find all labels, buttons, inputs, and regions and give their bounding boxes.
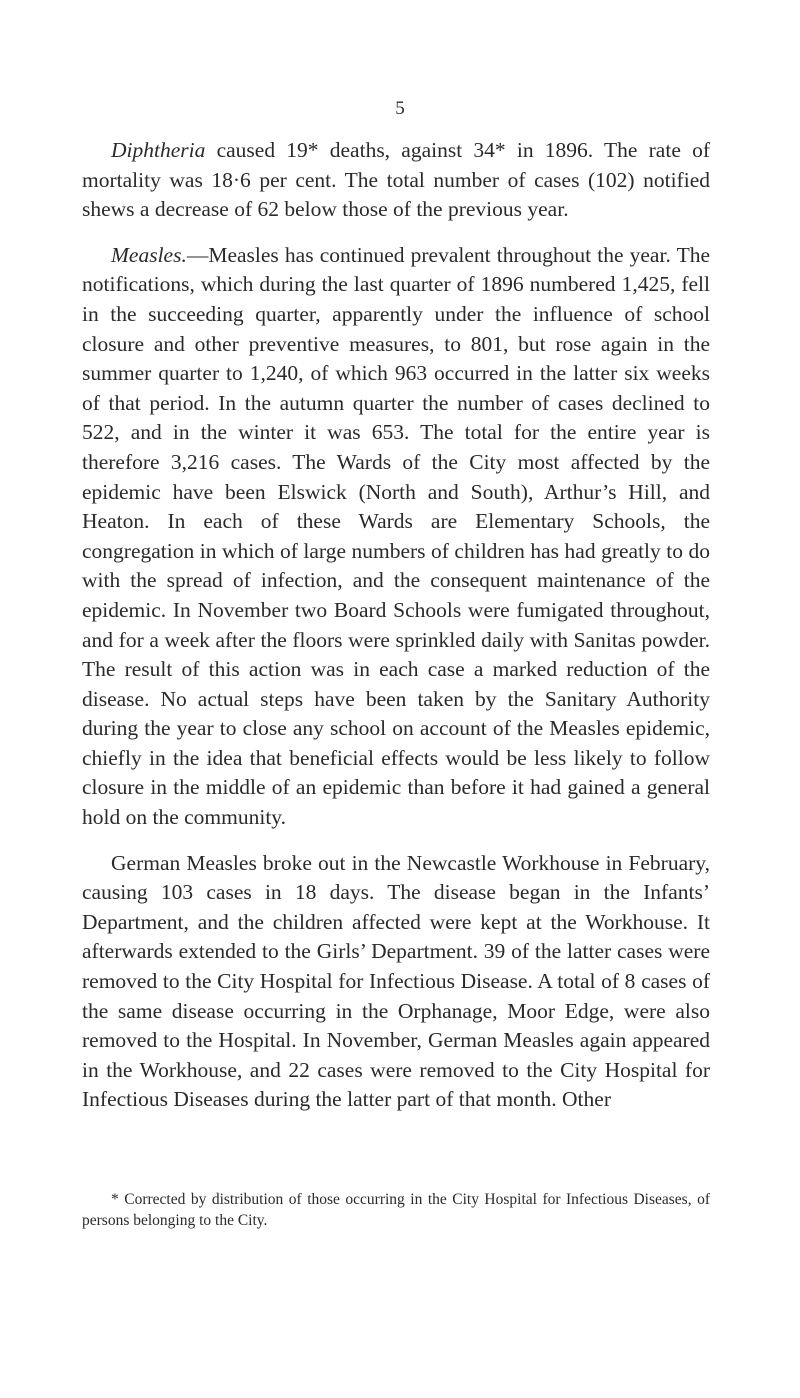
diphtheria-text: caused 19* deaths, against 34* in 1896. The rate of mortality was 18·6 per cent. The total number of cases (102) notified shews a decrease of 62 below those of the previous year.: [82, 138, 710, 222]
footnote: * Corrected by distribution of those occurring in the City Hospital for Infectious Diseases, of persons belonging to the City.: [82, 1191, 710, 1229]
diphtheria-heading: Diphtheria: [111, 138, 206, 162]
page-number: 5: [395, 98, 405, 119]
measles-heading: Measles.: [111, 242, 187, 267]
measles-text: —Measles has continued prevalent throughout the year. The notifications, which during the last quarter of 1896 numbered 1,425, fell in the succeeding quarter, apparently under the influence of school closure and other preventive measures, to 801, but rose again in the summer quarter to 1,240, of which 963 occurred in the latter six weeks of that period. In the autumn quarter the number of cases declined to 522, and in the winter it was 653. The total for the entire year is therefore 3,216 cases. The Wards of the City most affected by the epidemic have been Elswick (North and South), Arthur’s Hill, and Heaton. In each of these Wards are Elementary Schools, the congregation in which of large numbers of children has had greatly to do with the spread of infection, and the consequent maintenance of the epidemic. In November two Board Schools were fumigated throughout, and for a week after the floors were sprinkled daily with Sanitas powder. The result of this action was in each case a marked reduction of the disease. No actual steps have been taken by the Sanitary Authority during the year to close any school on account of the Measles epidemic, chiefly in the idea that beneficial effects would be less likely to follow closure in the middle of an epidemic than before it had gained a general hold on the community.: [82, 242, 710, 830]
german-measles-paragraph: German Measles broke out in the Newcastle Workhouse in February, causing 103 cases in 18 days. The disease began in the Infants’ Department, and the children affected were kept at the Workhouse. It afterwards extended to the Girls’ Department. 39 of the latter cases were removed to the City Hospital for Infectious Disease. A total of 8 cases of the same disease occurring in the Orphanage, Moor Edge, were also removed to the Hospital. In November, German Measles again appeared in the Workhouse, and 22 cases were removed to the City Hospital for Infectious Diseases during the latter part of that month. Other: [82, 850, 710, 1112]
body-text: [82, 136, 710, 1115]
measles-paragraph: [82, 241, 710, 833]
diphtheria-paragraph: [82, 136, 710, 225]
